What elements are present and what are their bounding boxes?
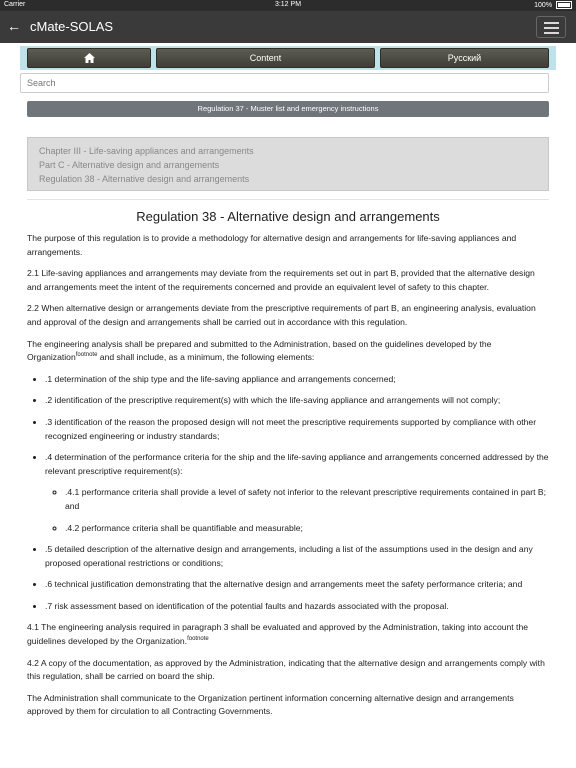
- app-bar: [0, 11, 576, 43]
- sub-list-item: ◦ .4.2 performance criteria shall be quantifiable and measurable;: [65, 522, 549, 536]
- paragraph-4-1: [27, 621, 549, 648]
- paragraph-4-2: 4.2 A copy of the documentation, as approved by the Administration, indicating that the alternative design and arrangements comply with this regulation, shall be carried on board the ship.: [27, 657, 545, 682]
- home-icon: [84, 53, 95, 63]
- language-button[interactable]: Русский: [380, 48, 549, 68]
- list-item: • .1 determination of the ship type and the life-saving appliance and arrangements concerned;: [45, 373, 549, 387]
- paragraph-2-1: 2.1 Life-saving appliances and arrangements may deviate from the requirements set out in part B, provided that the alternative design and arrangements meet the intent of the requirements concerned and provide an equivalent level of safety to this chapter.: [27, 268, 535, 292]
- footnote-link[interactable]: footnote: [187, 636, 209, 643]
- paragraph-communication: The Administration shall communicate to the Organization pertinent information concerning alternative design and arrangements approved by them for circulation to all Contracting Governments.: [27, 692, 514, 717]
- breadcrumb-regulation[interactable]: Regulation 38 - Alternative design and arrangements: [39, 174, 250, 184]
- divider: [27, 199, 549, 200]
- page-title: Regulation 38 - Alternative design and arrangements: [136, 209, 440, 224]
- menu-line: [544, 27, 559, 29]
- previous-regulation-link[interactable]: Regulation 37 - Muster list and emergency instructions: [27, 101, 549, 117]
- breadcrumb: [27, 137, 549, 191]
- paragraph-purpose: The purpose of this regulation is to provide a methodology for alternative design and arrangements for life-saving appliances and arrangements.: [27, 233, 517, 257]
- list-item-text: .4 determination of the performance criteria for the ship and the life-saving appliance and arrangements concerned addressed by the relevant prescriptive requirement(s):: [45, 452, 549, 476]
- regulation-content: [27, 209, 549, 727]
- menu-line: [544, 22, 559, 24]
- sub-list: [45, 486, 549, 535]
- elements-list: [27, 373, 549, 614]
- list-item: • .2 identification of the prescriptive requirement(s) with which the life-saving appliance and arrangements will not comply;: [45, 394, 549, 408]
- search-input[interactable]: [20, 73, 549, 93]
- status-time: 3:12 PM: [274, 1, 302, 8]
- paragraph-analysis-tail: and shall include, as a minimum, the following elements:: [97, 352, 315, 363]
- battery-status: [534, 1, 572, 9]
- list-item: • .3 identification of the reason the proposed design will not meet the prescriptive requirements supported by compliance with other recognized engineering or industry standards;: [45, 416, 549, 443]
- paragraph-4-1-text: 4.1 The engineering analysis required in paragraph 3 shall be evaluated and approved by the Administration, taking into account the guidelines developed by the Organization.: [27, 622, 529, 647]
- battery-percent: 100%: [534, 1, 553, 9]
- list-item-4: [45, 451, 549, 535]
- carrier-label: Carrier: [4, 1, 26, 8]
- back-arrow-icon[interactable]: ←: [7, 18, 21, 34]
- hamburger-menu-button[interactable]: [536, 16, 566, 38]
- breadcrumb-part[interactable]: Part C - Alternative design and arrangements: [39, 160, 220, 170]
- content-button[interactable]: Content: [156, 48, 375, 68]
- list-item: • .6 technical justification demonstrating that the alternative design and arrangements meet the safety performance criteria; and: [45, 578, 549, 592]
- menu-line: [544, 32, 559, 34]
- list-item: • .7 risk assessment based on identification of the potential faults and hazards associated with the proposal.: [45, 600, 549, 614]
- battery-icon: [556, 1, 572, 9]
- paragraph-2-2: 2.2 When alternative design or arrangements deviate from the prescriptive requirements of part B, an engineering analysis, evaluation and approval of the design and arrangements shall be carried out in accordance with this regulation.: [27, 303, 536, 327]
- app-title: cMate-SOLAS: [30, 19, 114, 34]
- sub-list-item: ◦ .4.1 performance criteria shall provide a level of safety not inferior to the relevant prescriptive requirements contained in part B; and: [65, 486, 549, 513]
- nav-button-row: [20, 46, 556, 70]
- paragraph-analysis-text: The engineering analysis shall be prepared and submitted to the Administration, based on the guidelines developed by the Organization: [27, 338, 492, 363]
- breadcrumb-chapter[interactable]: Chapter III - Life-saving appliances and arrangements: [39, 146, 254, 156]
- footnote-link[interactable]: footnote: [75, 352, 98, 359]
- list-item: • .5 detailed description of the alternative design and arrangements, including a list of the assumptions used in the design and any proposed operational restrictions or conditions;: [45, 543, 549, 570]
- paragraph-analysis: [27, 338, 549, 365]
- home-button[interactable]: [27, 48, 151, 68]
- status-bar: [0, 0, 576, 11]
